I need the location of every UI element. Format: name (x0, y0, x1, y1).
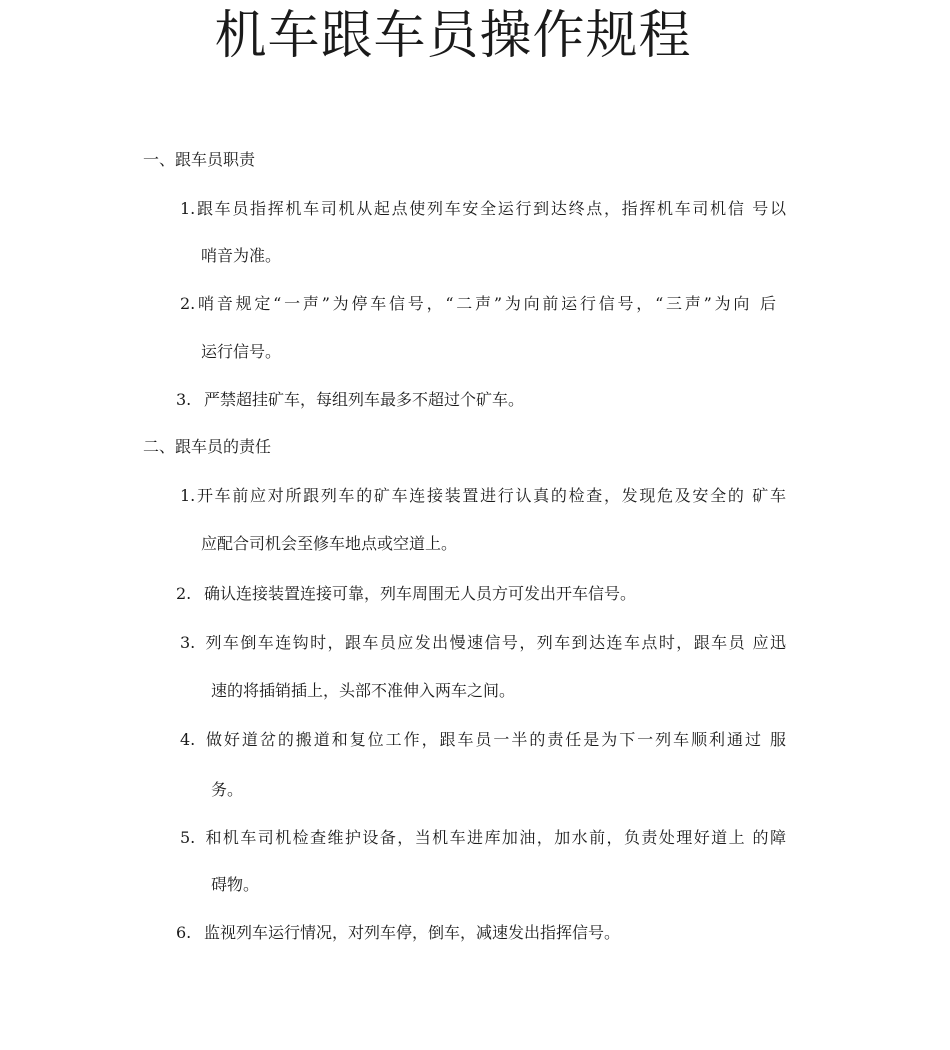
list-item-2-2 (176, 582, 636, 606)
section-heading-2: 二、跟车员的责任 (143, 437, 272, 456)
list-item-2-3-line-1 (180, 631, 786, 655)
list-item-1-2-line-2: 运行信号。 (201, 342, 282, 361)
item-text: 哨音规定“一声”为停车信号，“二声”为向前运行信号，“三声”为向 后 (195, 294, 776, 313)
list-item-2-5-line-1 (180, 826, 786, 850)
list-item-2-3-line-2: 速的将插销插上，头部不准伸入两车之间。 (211, 681, 516, 700)
section-heading-1: 一、跟车员职责 (143, 150, 256, 169)
item-text: 监视列车运行情况，对列车停，倒车，减速发出指挥信号。 (204, 923, 621, 942)
list-item-2-6 (176, 921, 620, 945)
list-item-2-4-line-1 (180, 728, 786, 752)
item-text: 严禁超挂矿车，每组列车最多不超过个矿车。 (204, 390, 525, 409)
list-item-2-1-line-2: 应配合司机会至修车地点或空道上。 (201, 534, 458, 553)
list-item-1-1-line-2: 哨音为准。 (201, 246, 282, 265)
item-text: 确认连接装置连接可靠，列车周围无人员方可发出开车信号。 (204, 584, 637, 603)
list-item-1-3 (176, 388, 524, 412)
item-text: 跟车员指挥机车司机从起点使列车安全运行到达终点，指挥机车司机信 号以 (195, 199, 786, 218)
list-item-1-2-line-1 (180, 292, 776, 316)
item-number: 2. (176, 584, 192, 603)
list-item-2-4-line-2: 务。 (211, 780, 244, 799)
list-item-1-1-line-1 (180, 197, 786, 221)
page-title: 机车跟车员操作规程 (214, 6, 692, 66)
item-number: 6. (176, 923, 192, 942)
item-number: 1. (180, 199, 196, 218)
list-item-2-1-line-1 (180, 484, 786, 508)
item-number: 1. (180, 486, 196, 505)
item-text: 开车前应对所跟列车的矿车连接装置进行认真的检查，发现危及安全的 矿车 (195, 486, 786, 505)
item-text: 和机车司机检查维护设备，当机车进库加油，加水前，负责处理好道上 的障 (204, 828, 786, 847)
list-item-2-5-line-2: 碍物。 (211, 875, 260, 894)
item-number: 5. (180, 828, 196, 847)
item-number: 3. (180, 633, 196, 652)
item-number: 3. (176, 390, 192, 409)
item-text: 列车倒车连钩时，跟车员应发出慢速信号，列车到达连车点时，跟车员 应迅 (204, 633, 786, 652)
item-number: 4. (180, 730, 196, 749)
item-text: 做好道岔的搬道和复位工作，跟车员一半的责任是为下一列车顺利通过 服 (204, 730, 786, 749)
item-number: 2. (180, 294, 196, 313)
